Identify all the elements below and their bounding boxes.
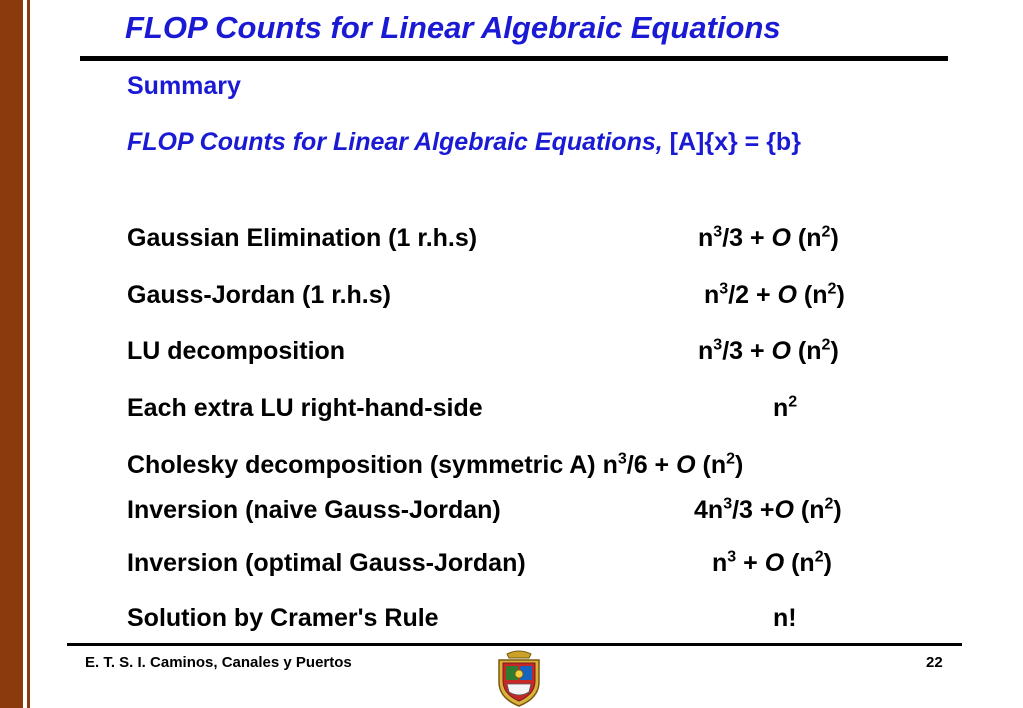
- page-number: 22: [926, 654, 943, 671]
- flop-row-cramer: [127, 604, 797, 633]
- flop-row-inversion-naive: [127, 495, 842, 525]
- title-divider: [80, 56, 948, 61]
- left-accent-line: [27, 0, 30, 708]
- flop-row-extra-lu-rhs: [127, 393, 798, 423]
- flop-row-inversion-optimal: [127, 548, 832, 578]
- row-value: $n^3/2 + O$ $(n^2)$: [704, 280, 845, 309]
- row-value: $4n^3/3 +O$ $(n^2)$: [694, 495, 842, 524]
- row-value: n!: [773, 604, 797, 632]
- row-label: Solution by Cramer's Rule: [127, 604, 439, 632]
- row-label: LU decomposition: [127, 337, 346, 365]
- row-label: Gauss-Jordan (1 r.h.s): [127, 281, 391, 309]
- flop-row-gauss-jordan: [127, 280, 845, 310]
- row-value: $n^3/3 + O$ $(n^2)$: [698, 336, 839, 365]
- flop-row-gaussian-elimination: [127, 223, 839, 253]
- subtitle-equation: [A]{x} = {b}: [662, 128, 801, 156]
- flop-row-lu-decomposition: [127, 336, 839, 366]
- subtitle-italic: FLOP Counts for Linear Algebraic Equations,: [127, 128, 663, 156]
- flop-row-cholesky: [127, 451, 743, 480]
- slide-title: FLOP Counts for Linear Algebraic Equations: [125, 10, 781, 45]
- footer-institution: E. T. S. I. Caminos, Canales y Puertos: [85, 654, 352, 671]
- left-accent-bar: [0, 0, 23, 708]
- row-value: $n^3 + O$ $(n^2)$: [712, 548, 832, 577]
- institution-crest-icon: [493, 648, 545, 708]
- row-label: Each extra LU right-hand-side: [127, 394, 483, 422]
- subtitle: [127, 126, 947, 158]
- row-value: $n^2$: [773, 393, 798, 422]
- row-label: Inversion (optimal Gauss-Jordan): [127, 549, 526, 577]
- footer-divider: [67, 643, 962, 646]
- row-value: $n^3/3 + O$ $(n^2)$: [698, 223, 839, 252]
- row-label: Inversion (naive Gauss-Jordan): [127, 496, 501, 524]
- summary-heading: Summary: [127, 72, 241, 100]
- row-value: $n^3/6 + O$ $(n^2)$: [602, 450, 744, 479]
- row-label: Cholesky decomposition (symmetric A): [127, 451, 603, 479]
- row-label: Gaussian Elimination (1 r.h.s): [127, 224, 478, 252]
